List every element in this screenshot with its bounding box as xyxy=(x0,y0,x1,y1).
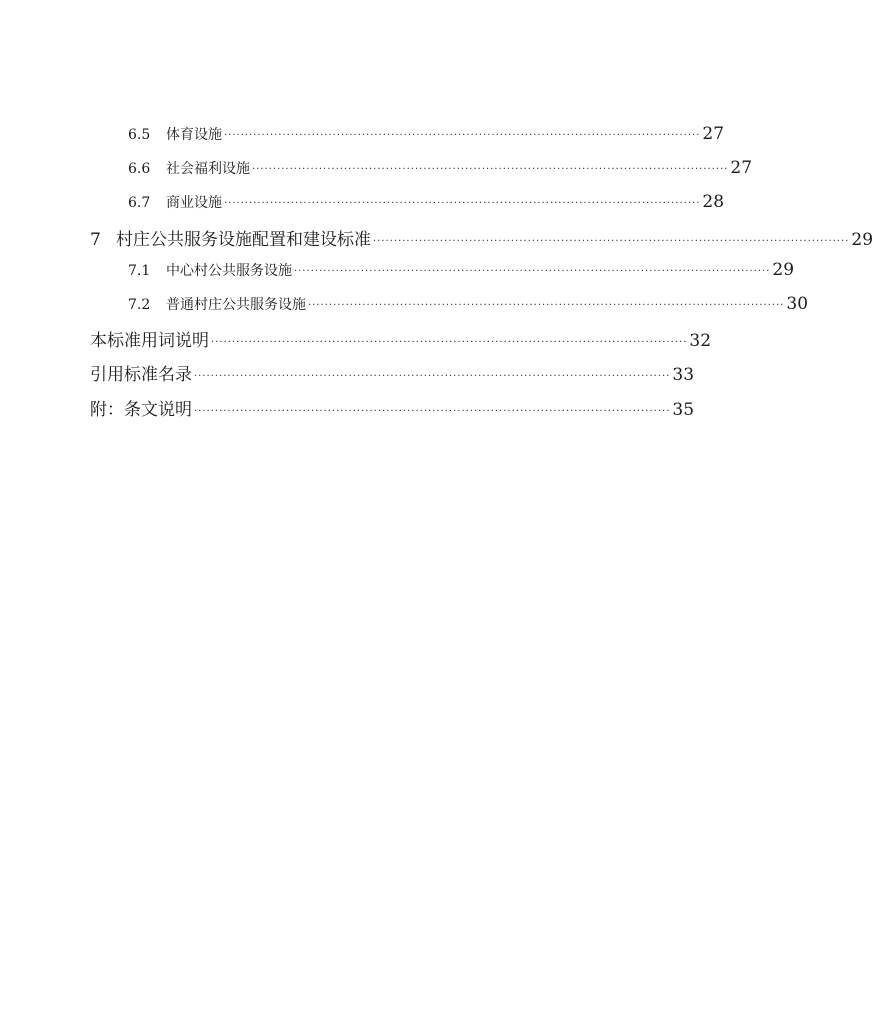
toc-entry-7[interactable] xyxy=(90,225,873,250)
toc-entry-wording-explanation[interactable] xyxy=(90,326,712,351)
dot-leader: ·················································································································· xyxy=(373,236,850,247)
toc-entry-page: 33 xyxy=(672,365,695,385)
toc-entry-6-6[interactable] xyxy=(128,158,753,178)
toc-entry-page: 27 xyxy=(730,158,753,178)
dot-leader: ·················································································································· xyxy=(211,337,688,348)
toc-entry-title: 社会福利设施 xyxy=(166,161,250,177)
toc-entry-page: 32 xyxy=(689,331,712,351)
toc-entry-page: 27 xyxy=(702,124,725,144)
toc-entry-6-5[interactable] xyxy=(128,124,725,144)
toc-entry-title: 中心村公共服务设施 xyxy=(166,263,292,279)
toc-entry-title: 村庄公共服务设施配置和建设标准 xyxy=(116,230,371,250)
dot-leader: ·················································································································· xyxy=(194,406,671,417)
dot-leader: ·················································································································· xyxy=(224,198,701,209)
toc-entry-number: 6.6 xyxy=(128,161,151,177)
toc-entry-title: 本标准用词说明 xyxy=(90,331,209,351)
toc-entry-referenced-standards[interactable] xyxy=(90,360,695,385)
toc-entry-title: 商业设施 xyxy=(166,195,222,211)
toc-entry-title: 引用标准名录 xyxy=(90,365,192,385)
dot-leader: ·················································································································· xyxy=(252,164,729,175)
toc-entry-7-1[interactable] xyxy=(128,260,795,280)
toc-entry-title: 体育设施 xyxy=(166,127,222,143)
toc-entry-7-2[interactable] xyxy=(128,294,809,314)
toc-entry-page: 30 xyxy=(786,294,809,314)
toc-entry-number: 7.2 xyxy=(128,297,151,313)
toc-entry-appendix[interactable] xyxy=(90,395,695,420)
toc-entry-number: 6.7 xyxy=(128,195,151,211)
toc-entry-title: 普通村庄公共服务设施 xyxy=(166,297,306,313)
dot-leader: ·················································································································· xyxy=(224,130,701,141)
dot-leader: ·················································································································· xyxy=(294,266,771,277)
toc-entry-number: 7 xyxy=(90,230,101,250)
dot-leader: ·················································································································· xyxy=(308,300,785,311)
toc-entry-page: 29 xyxy=(772,260,795,280)
toc-entry-page: 28 xyxy=(702,192,725,212)
toc-entry-title: 附：条文说明 xyxy=(90,400,192,420)
toc-entry-page: 29 xyxy=(851,230,873,250)
toc-entry-6-7[interactable] xyxy=(128,192,725,212)
dot-leader: ·················································································································· xyxy=(194,371,671,382)
toc-entry-page: 35 xyxy=(672,400,695,420)
toc-entry-number: 7.1 xyxy=(128,263,151,279)
toc-entry-number: 6.5 xyxy=(128,127,151,143)
